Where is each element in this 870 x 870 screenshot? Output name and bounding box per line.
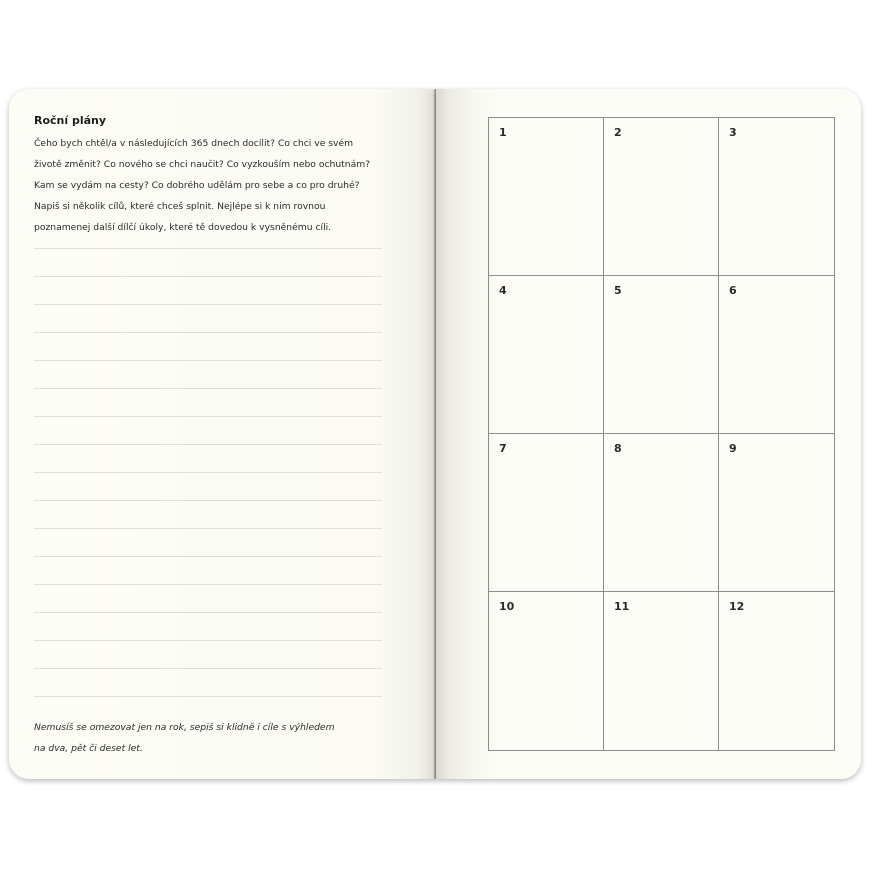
writing-line[interactable] [34, 388, 382, 389]
writing-line[interactable] [34, 668, 382, 669]
grid-cell[interactable] [604, 434, 719, 592]
grid-cell[interactable] [719, 592, 834, 750]
writing-line[interactable] [34, 528, 382, 529]
grid-cell[interactable] [489, 276, 604, 434]
grid-cell[interactable] [719, 434, 834, 592]
cell-number: 5 [614, 284, 622, 297]
grid-cell[interactable] [719, 276, 834, 434]
intro-line: poznamenej další dílčí úkoly, které tě dovedou k vysněnému cíli. [34, 222, 332, 233]
grid-cell[interactable] [604, 118, 719, 276]
writing-line[interactable] [34, 360, 382, 361]
intro-text [34, 133, 394, 238]
cell-number: 6 [729, 284, 737, 297]
writing-line[interactable] [34, 276, 382, 277]
intro-line: Napiš si několik cílů, které chceš splnit. Nejlépe si k nim rovnou [34, 201, 326, 212]
cell-number: 1 [499, 126, 507, 139]
writing-line[interactable] [34, 416, 382, 417]
grid-cell[interactable] [489, 118, 604, 276]
intro-line: životě změnit? Co nového se chci naučit? Co vyzkouším nebo ochutnám? [34, 159, 371, 170]
writing-line[interactable] [34, 444, 382, 445]
grid-cell[interactable] [719, 118, 834, 276]
writing-line[interactable] [34, 696, 382, 697]
writing-line[interactable] [34, 500, 382, 501]
cell-number: 3 [729, 126, 737, 139]
writing-line[interactable] [34, 304, 382, 305]
footnote-text [34, 717, 394, 759]
grid-cell[interactable] [489, 592, 604, 750]
writing-line[interactable] [34, 584, 382, 585]
writing-line[interactable] [34, 556, 382, 557]
writing-line[interactable] [34, 248, 382, 249]
notebook-spread [9, 89, 861, 781]
cell-number: 4 [499, 284, 507, 297]
cell-number: 11 [614, 600, 630, 613]
cell-number: 7 [499, 442, 507, 455]
cell-number: 8 [614, 442, 622, 455]
page-title: Roční plány [34, 114, 107, 127]
writing-line[interactable] [34, 640, 382, 641]
cell-number: 10 [499, 600, 515, 613]
month-grid [488, 117, 835, 751]
writing-line[interactable] [34, 472, 382, 473]
intro-line: Kam se vydám na cesty? Co dobrého udělám pro sebe a co pro druhé? [34, 180, 360, 191]
intro-line: Čeho bych chtěl/a v následujících 365 dnech docílit? Co chci ve svém [34, 138, 354, 149]
grid-cell[interactable] [604, 592, 719, 750]
cell-number: 12 [729, 600, 745, 613]
left-page [9, 89, 436, 779]
writing-line[interactable] [34, 612, 382, 613]
cell-number: 2 [614, 126, 622, 139]
footnote-line: Nemusíš se omezovat jen na rok, sepiš si klidně i cíle s výhledem [34, 722, 335, 733]
grid-cell[interactable] [604, 276, 719, 434]
cell-number: 9 [729, 442, 737, 455]
writing-line[interactable] [34, 332, 382, 333]
grid-cell[interactable] [489, 434, 604, 592]
right-page [436, 89, 861, 779]
footnote-line: na dva, pět či deset let. [34, 743, 143, 754]
